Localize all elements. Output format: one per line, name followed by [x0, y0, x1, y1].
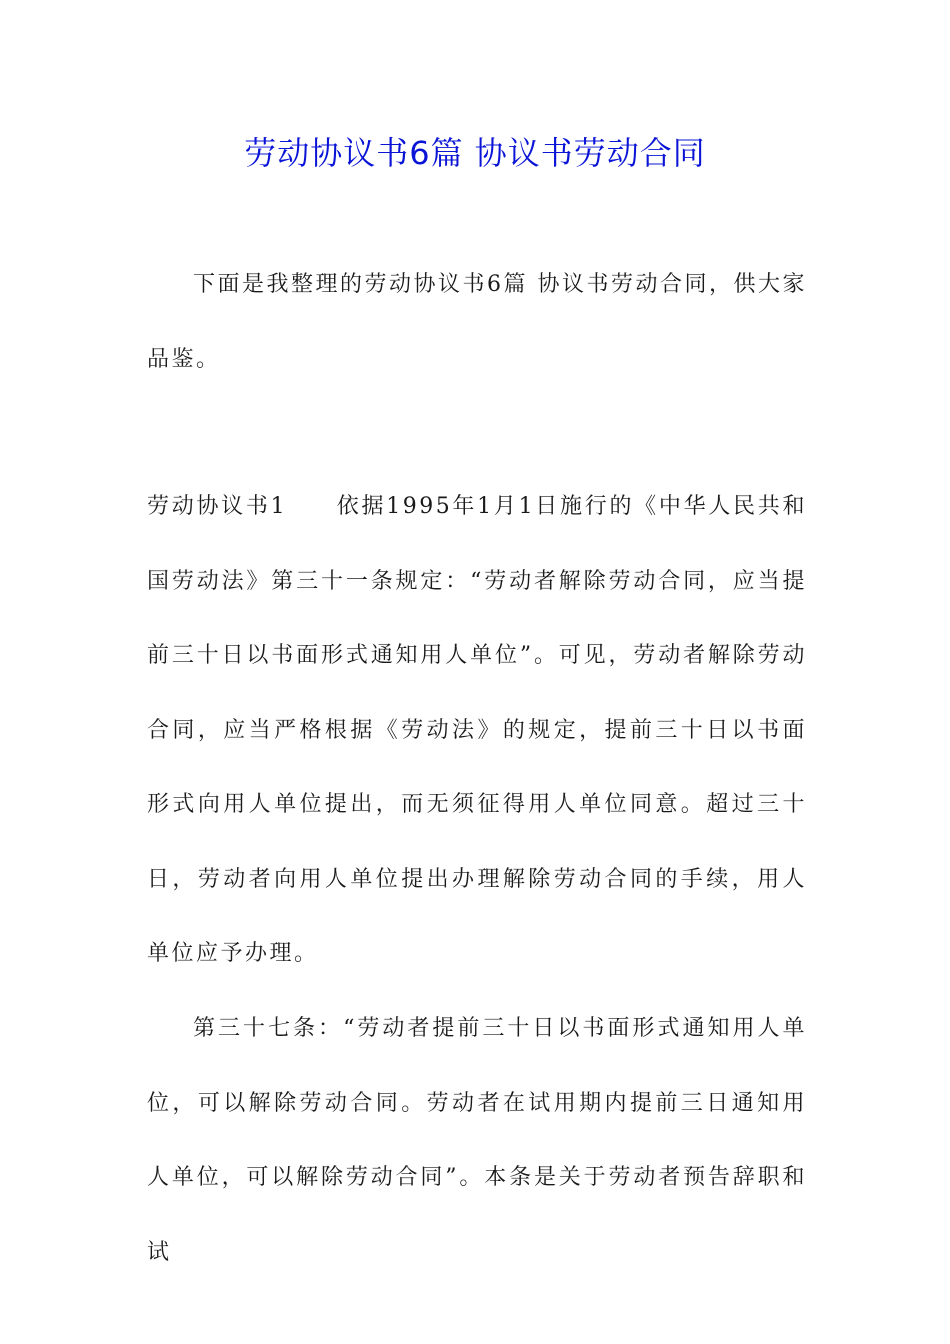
intro-paragraph: 下面是我整理的劳动协议书6篇 协议书劳动合同，供大家品鉴。	[147, 272, 807, 372]
document-title: 劳动协议书6篇 协议书劳动合同	[244, 134, 706, 172]
article-37-paragraph: 第三十七条：“劳动者提前三十日以书面形式通知用人单位，可以解除劳动合同。劳动者在试用期内提前三日通知用人单位，可以解除劳动合同”。本条是关于劳动者预告辞职和试	[147, 1016, 807, 1265]
agreement-1-paragraph: 劳动协议书1 依据1995年1月1日施行的《中华人民共和国劳动法》第三十一条规定：“劳动者解除劳动合同，应当提前三十日以书面形式通知用人单位”。可见，劳动者解除劳动合同，应当严格根据《劳动法》的规定，提前三十日以书面形式向用人单位提出，而无须征得用人单位同意。超过三十日，劳动者向用人单位提出办理解除劳动合同的手续，用人单位应予办理。	[147, 494, 807, 966]
